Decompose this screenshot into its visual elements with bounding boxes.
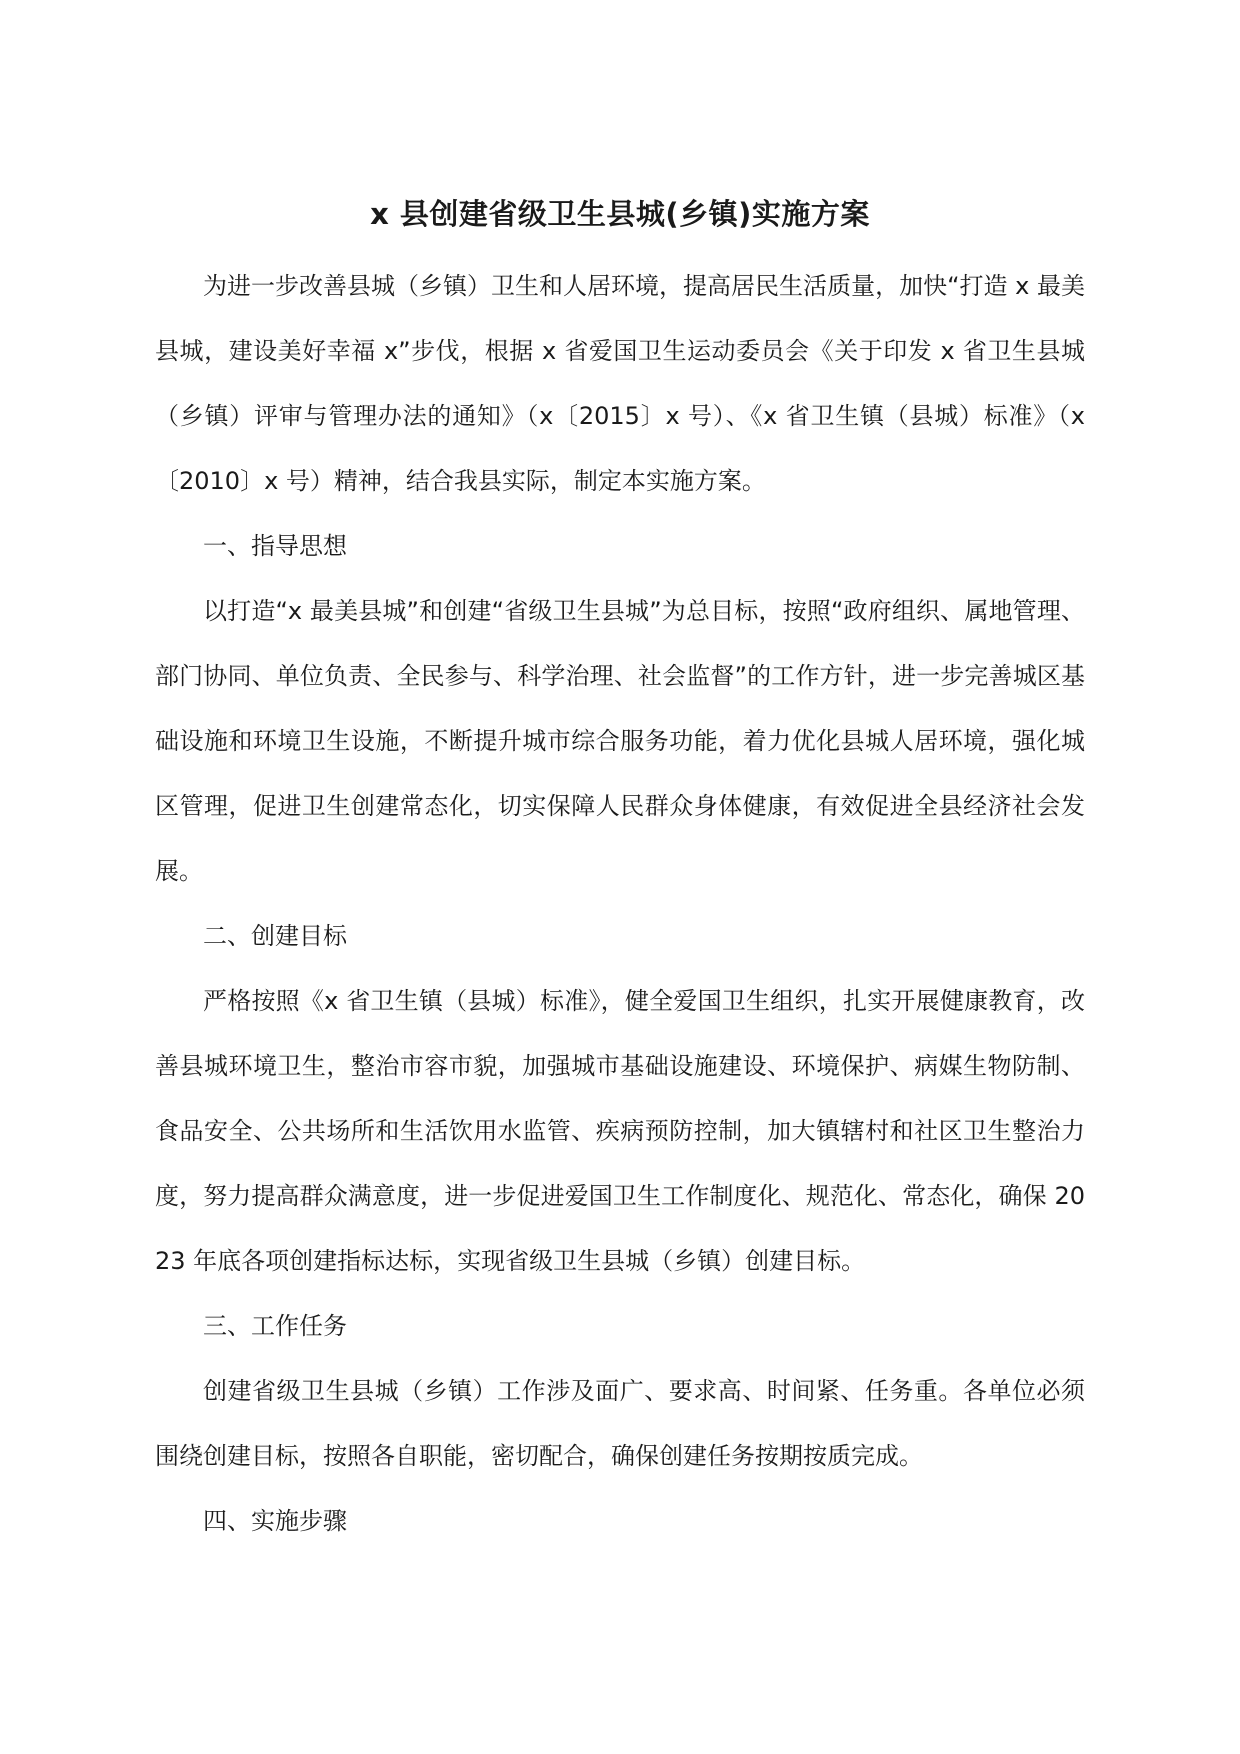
section-body-goals: 严格按照《x 省卫生镇（县城）标准》，健全爱国卫生组织，扎实开展健康教育，改善县城环境卫生，整治市容市貌，加强城市基础设施建设、环境保护、病媒生物防制、食品安全、公共场所和生活饮用水监管、疾病预防控制，加大镇辖村和社区卫生整治力度，努力提高群众满意度，进一步促进爱国卫生工作制度化、规范化、常态化，确保 2023 年底各项创建指标达标，实现省级卫生县城（乡镇）创建目标。 — [155, 987, 1085, 1275]
section-body-tasks: 创建省级卫生县城（乡镇）工作涉及面广、要求高、时间紧、任务重。各单位必须围绕创建目标，按照各自职能，密切配合，确保创建任务按期按质完成。 — [155, 1377, 1085, 1470]
intro-paragraph: 为进一步改善县城（乡镇）卫生和人居环境，提高居民生活质量，加快“打造 x 最美县城，建设美好幸福 x”步伐，根据 x 省爱国卫生运动委员会《关于印发 x 省卫生县城（乡镇）评审与管理办法的通知》（x〔2015〕x 号）、《x 省卫生镇（县城）标准》（x〔2010〕x 号）精神，结合我县实际，制定本实施方案。 — [155, 272, 1085, 495]
section-body-guiding-ideology: 以打造“x 最美县城”和创建“省级卫生县城”为总目标，按照“政府组织、属地管理、部门协同、单位负责、全民参与、科学治理、社会监督”的工作方针，进一步完善城区基础设施和环境卫生设施，不断提升城市综合服务功能，着力优化县城人居环境，强化城区管理，促进卫生创建常态化，切实保障人民群众身体健康，有效促进全县经济社会发展。 — [155, 597, 1085, 885]
section-heading-steps: 四、实施步骤 — [203, 1507, 347, 1535]
section-heading-tasks: 三、工作任务 — [203, 1312, 347, 1340]
section-heading-guiding-ideology: 一、指导思想 — [203, 532, 347, 560]
section-heading-goals: 二、创建目标 — [203, 922, 347, 950]
document-title: x 县创建省级卫生县城(乡镇)实施方案 — [370, 197, 870, 231]
